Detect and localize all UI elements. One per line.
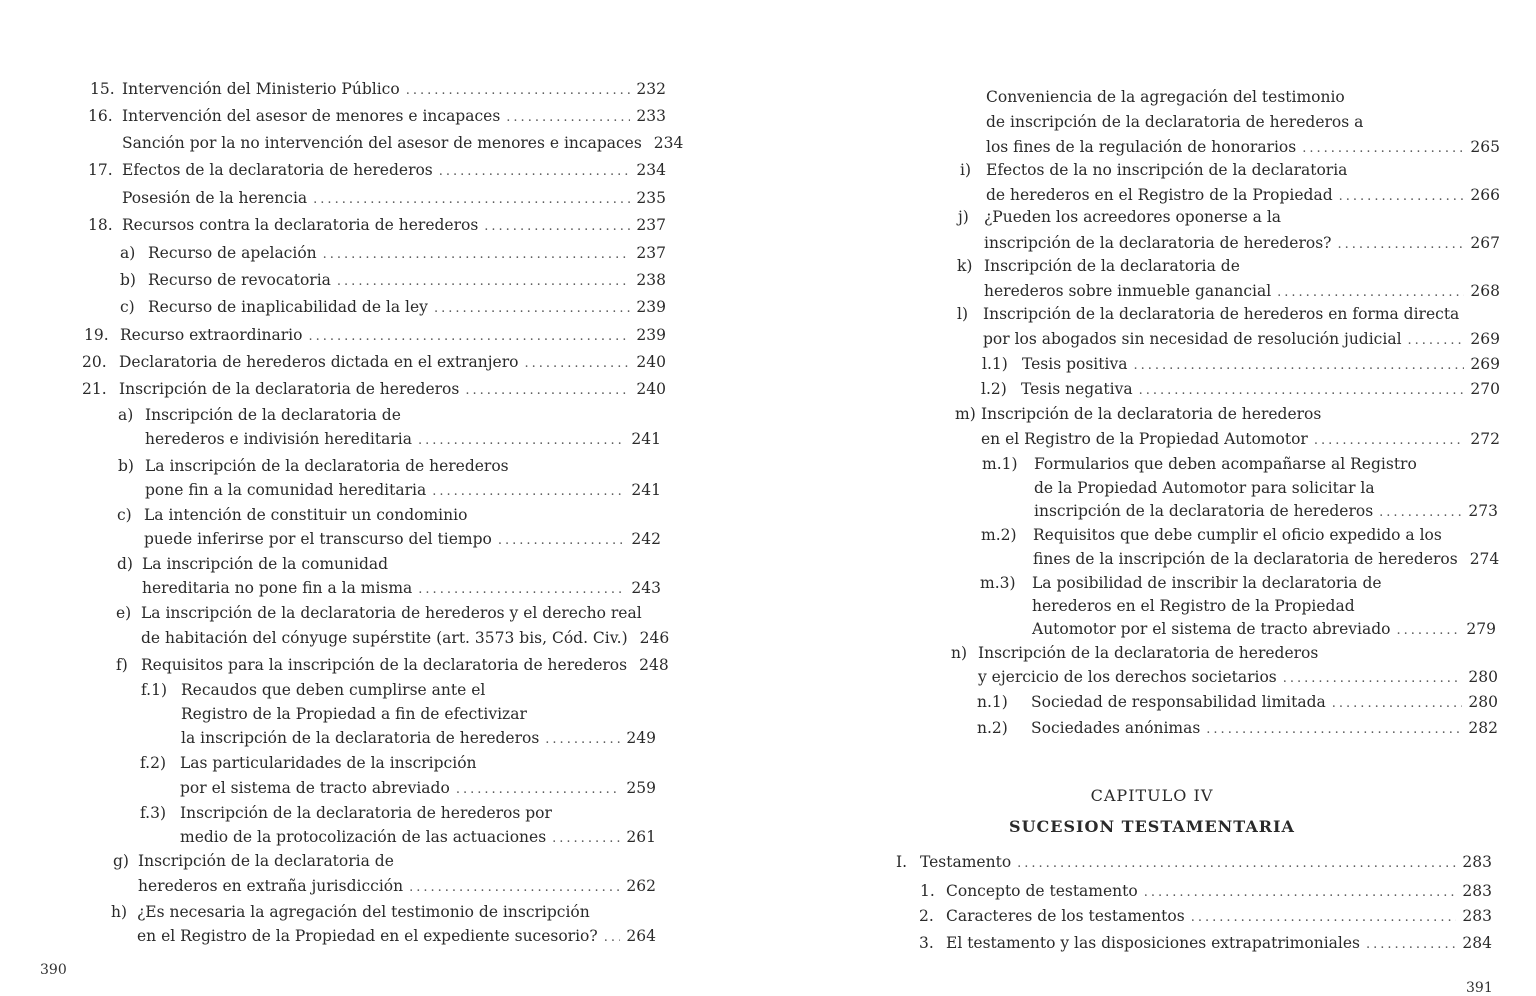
entry-title: medio de la protocolización de las actuaciones: [180, 828, 547, 846]
dot-leader: [1337, 234, 1464, 256]
toc-entry: [122, 132, 684, 156]
entry-page: 237: [636, 216, 666, 234]
toc-entry: [1032, 595, 1355, 617]
entry-title: Testamento: [920, 853, 1012, 871]
toc-entry: [977, 691, 1498, 715]
dot-leader: [323, 244, 631, 266]
entry-title: Caracteres de los testamentos: [946, 907, 1185, 925]
entry-title: herederos e indivisión hereditaria: [145, 430, 412, 448]
entry-title: La intención de constituir un condominio: [144, 506, 468, 524]
entry-title: Intervención del Ministerio Público: [122, 80, 400, 98]
entry-title: Requisitos para la inscripción de la declaratoria de herederos: [141, 656, 628, 674]
entry-number: f.1): [141, 681, 168, 699]
dot-leader: [1379, 502, 1462, 524]
dot-leader: [1332, 693, 1463, 715]
entry-number: 21.: [82, 380, 107, 398]
dot-leader: [313, 189, 630, 211]
entry-title: Recaudos que deben cumplirse ante el: [181, 681, 486, 699]
entry-title: ¿Es necesaria la agregación del testimonio de inscripción: [137, 903, 590, 921]
toc-entry: [180, 777, 656, 801]
entry-page: 234: [636, 161, 666, 179]
entry-page: 265: [1470, 138, 1500, 156]
dot-leader: [524, 353, 630, 375]
entry-number: h): [111, 903, 128, 921]
chapter-title: SUCESION TESTAMENTARIA: [1009, 817, 1295, 836]
dot-leader: [1144, 882, 1457, 904]
entry-title: Intervención del asesor de menores e incapaces: [122, 107, 501, 125]
entry-title: los fines de la regulación de honorarios: [986, 138, 1297, 156]
dot-leader: [1283, 668, 1463, 690]
toc-entry: [122, 187, 666, 211]
entry-title: La inscripción de la declaratoria de herederos: [145, 457, 509, 475]
toc-entry: [181, 727, 656, 751]
dot-leader: [1396, 620, 1460, 642]
entry-number: i): [960, 161, 972, 179]
toc-entry: [958, 206, 1281, 228]
dot-leader: [498, 530, 626, 552]
entry-title: Declaratoria de herederos dictada en el extranjero: [119, 353, 519, 371]
entry-number: e): [116, 604, 132, 622]
dot-leader: [439, 161, 631, 183]
toc-entry: [116, 654, 669, 678]
entry-number: b): [120, 271, 136, 289]
entry-page: 279: [1466, 620, 1496, 638]
entry-title: La posibilidad de inscribir la declaratoria de: [1032, 574, 1382, 592]
entry-page: 284: [1462, 934, 1492, 952]
toc-entry: [920, 880, 1492, 904]
toc-entry: [957, 255, 1240, 277]
entry-number: 3.: [919, 934, 934, 952]
entry-page: 235: [636, 189, 666, 207]
dot-leader: [1133, 355, 1464, 377]
entry-number: 19.: [84, 326, 109, 344]
entry-page: 240: [636, 380, 666, 398]
toc-entry: [919, 905, 1492, 929]
entry-page: 232: [636, 80, 666, 98]
entry-number: d): [117, 555, 133, 573]
dot-leader: [1277, 282, 1464, 304]
entry-number: f.3): [140, 804, 167, 822]
toc-entry: [180, 826, 656, 850]
toc-entry: [957, 303, 1459, 325]
entry-title: Recurso de apelación: [148, 244, 317, 262]
toc-entry: [141, 679, 485, 701]
entry-title: Inscripción de la declaratoria de herederos en forma directa: [983, 305, 1460, 323]
entry-number: 17.: [88, 161, 113, 179]
entry-title: herederos en el Registro de la Propiedad: [1032, 597, 1355, 615]
dot-leader: [409, 877, 620, 899]
dot-leader: [337, 271, 630, 293]
entry-title: Sanción por la no intervención del asesor de menores e incapaces: [122, 134, 642, 152]
entry-page: 268: [1470, 282, 1500, 300]
entry-number: f.2): [140, 754, 167, 772]
toc-entry: [1033, 548, 1498, 572]
entry-page: 239: [636, 298, 666, 316]
entry-title: de herederos en el Registro de la Propiedad: [986, 186, 1333, 204]
toc-entry: [141, 627, 670, 651]
toc-entry: [1032, 618, 1496, 642]
entry-page: 270: [1470, 380, 1500, 398]
entry-page: 261: [626, 828, 656, 846]
entry-title: Tesis positiva: [1022, 355, 1128, 373]
entry-title: de la Propiedad Automotor para solicitar la: [1034, 479, 1375, 497]
entry-title: Efectos de la no inscripción de la declaratoria: [986, 161, 1348, 179]
toc-entry: [144, 528, 661, 552]
entry-page: 243: [631, 579, 661, 597]
entry-page: 269: [1470, 330, 1500, 348]
entry-page: 264: [626, 927, 656, 945]
entry-title: Inscripción de la declaratoria de herederos: [981, 405, 1322, 423]
entry-number: 18.: [88, 216, 113, 234]
toc-entry: [951, 642, 1318, 664]
entry-title: Requisitos que debe cumplir el oficio expedido a los: [1033, 526, 1442, 544]
entry-title: en el Registro de la Propiedad en el expediente sucesorio?: [137, 927, 598, 945]
dot-leader: [1191, 907, 1457, 929]
entry-page: 266: [1470, 186, 1500, 204]
toc-entry: [981, 378, 1500, 402]
entry-page: 249: [626, 729, 656, 747]
toc-entry: [986, 184, 1500, 208]
entry-page: 241: [631, 430, 661, 448]
toc-entry: [113, 850, 394, 872]
toc-entry: [960, 159, 1347, 181]
entry-page: 238: [636, 271, 666, 289]
entry-number: c): [117, 506, 132, 524]
entry-number: I.: [896, 853, 908, 871]
entry-page: 267: [1470, 234, 1500, 252]
entry-title: la inscripción de la declaratoria de herederos: [181, 729, 540, 747]
entry-page: 274: [1469, 550, 1500, 568]
entry-title: Sociedades anónimas: [1031, 719, 1201, 737]
toc-entry: [142, 577, 661, 601]
toc-entry: [981, 428, 1500, 452]
entry-page: 259: [626, 779, 656, 797]
dot-leader: [1314, 430, 1465, 452]
dot-leader: [406, 80, 631, 102]
toc-entry: [181, 703, 527, 725]
toc-entry: [138, 875, 656, 899]
entry-number: l.1): [982, 355, 1008, 373]
entry-title: puede inferirse por el transcurso del tiempo: [144, 530, 492, 548]
toc-entry: [117, 504, 467, 526]
toc-entry: [137, 925, 656, 949]
entry-title: Inscripción de la declaratoria de: [145, 406, 401, 424]
toc-entry: [82, 378, 666, 402]
dot-leader: [545, 729, 620, 751]
toc-entry: [84, 324, 666, 348]
toc-entry: [982, 353, 1500, 377]
entry-number: n.1): [977, 693, 1008, 711]
toc-entry: [982, 453, 1417, 475]
entry-title: herederos sobre inmueble ganancial: [984, 282, 1272, 300]
toc-entry: [983, 328, 1500, 352]
entry-page: 262: [626, 877, 656, 895]
entry-page: 283: [1462, 853, 1492, 871]
toc-entry: [116, 602, 642, 624]
entry-title: Automotor por el sistema de tracto abreviado: [1032, 620, 1391, 638]
toc-entry: [984, 280, 1500, 304]
toc-entry: [981, 524, 1442, 546]
toc-entry: [88, 105, 666, 129]
entry-number: 2.: [919, 907, 934, 925]
entry-page: 282: [1468, 719, 1498, 737]
toc-entry: [120, 296, 666, 320]
entry-title: Inscripción de la declaratoria de: [984, 257, 1240, 275]
toc-entry: [984, 232, 1500, 256]
entry-title: fines de la inscripción de la declaratoria de herederos: [1033, 550, 1458, 568]
entry-number: n): [951, 644, 968, 662]
entry-title: La inscripción de la declaratoria de herederos y el derecho real: [141, 604, 642, 622]
toc-entry: [977, 717, 1498, 741]
entry-title: Inscripción de la declaratoria de herederos por: [180, 804, 552, 822]
dot-leader: [308, 326, 630, 348]
entry-title: Posesión de la herencia: [122, 189, 308, 207]
entry-title: Registro de la Propiedad a fin de efectivizar: [181, 705, 527, 723]
entry-title: Inscripción de la declaratoria de: [138, 852, 394, 870]
entry-page: 273: [1468, 502, 1498, 520]
dot-leader: [552, 828, 620, 850]
entry-number: a): [120, 244, 136, 262]
dot-leader: [456, 779, 621, 801]
entry-title: de habitación del cónyuge supérstite (art. 3573 bis, Cód. Civ.): [141, 629, 628, 647]
entry-page: 272: [1470, 430, 1500, 448]
entry-number: l): [957, 305, 969, 323]
toc-entry: [88, 159, 666, 183]
entry-title: herederos en extraña jurisdicción: [138, 877, 404, 895]
entry-title: El testamento y las disposiciones extrapatrimoniales: [946, 934, 1360, 952]
entry-number: j): [958, 208, 969, 226]
entry-page: 246: [639, 629, 670, 647]
dot-leader: [1339, 186, 1465, 208]
toc-entry: [120, 269, 666, 293]
entry-number: 15.: [90, 80, 115, 98]
toc-entry: [955, 403, 1321, 425]
entry-number: b): [118, 457, 134, 475]
entry-number: 20.: [82, 353, 107, 371]
right-page: [768, 0, 1536, 994]
entry-page: 248: [639, 656, 669, 674]
entry-title: y ejercicio de los derechos societarios: [978, 668, 1277, 686]
entry-title: Efectos de la declaratoria de herederos: [122, 161, 433, 179]
entry-number: m.3): [980, 574, 1016, 592]
entry-number: 1.: [920, 882, 935, 900]
entry-page: 239: [636, 326, 666, 344]
dot-leader: [1366, 934, 1456, 956]
chapter-label: CAPITULO IV: [1090, 786, 1214, 805]
toc-entry: [90, 78, 666, 102]
entry-number: c): [120, 298, 135, 316]
toc-entry: [978, 666, 1498, 690]
toc-entry: [140, 752, 477, 774]
entry-number: m.2): [981, 526, 1017, 544]
toc-entry: [120, 242, 666, 266]
entry-title: Las particularidades de la inscripción: [180, 754, 477, 772]
toc-entry: [980, 572, 1382, 594]
entry-title: Recurso extraordinario: [120, 326, 303, 344]
entry-number: m.1): [982, 455, 1018, 473]
entry-title: Recurso de revocatoria: [148, 271, 331, 289]
entry-page: 283: [1462, 907, 1492, 925]
toc-entry: [986, 86, 1345, 108]
entry-title: Inscripción de la declaratoria de herederos: [978, 644, 1319, 662]
entry-page: 280: [1468, 668, 1498, 686]
toc-entry: [1034, 500, 1498, 524]
entry-number: f): [116, 656, 128, 674]
entry-number: l.2): [981, 380, 1007, 398]
entry-title: La inscripción de la comunidad: [142, 555, 389, 573]
entry-page: 234: [653, 134, 684, 152]
toc-entry: [145, 479, 661, 503]
entry-title: Inscripción de la declaratoria de herederos: [119, 380, 460, 398]
dot-leader: [1206, 719, 1462, 741]
entry-page: 233: [636, 107, 666, 125]
toc-entry: [140, 802, 552, 824]
toc-entry: [118, 404, 401, 426]
dot-leader: [434, 298, 630, 320]
entry-number: g): [113, 852, 129, 870]
entry-page: 280: [1468, 693, 1498, 711]
toc-entry: [118, 455, 509, 477]
toc-entry: [919, 932, 1492, 956]
entry-title: Sociedad de responsabilidad limitada: [1031, 693, 1326, 711]
entry-title: Formularios que deben acompañarse al Registro: [1034, 455, 1417, 473]
toc-entry: [896, 851, 1492, 875]
entry-number: k): [957, 257, 973, 275]
toc-entry: [145, 428, 661, 452]
toc-entry: [1034, 477, 1375, 499]
dot-leader: [418, 579, 625, 601]
entry-title: inscripción de la declaratoria de herederos?: [984, 234, 1332, 252]
entry-title: Conveniencia de la agregación del testimonio: [986, 88, 1345, 106]
dot-leader: [484, 216, 630, 238]
toc-entry: [117, 553, 388, 575]
entry-title: Recurso de inaplicabilidad de la ley: [148, 298, 428, 316]
entry-number: 16.: [88, 107, 113, 125]
toc-entry: [82, 351, 666, 375]
dot-leader: [1017, 853, 1456, 875]
toc-entry: [111, 901, 590, 923]
entry-page: 237: [636, 244, 666, 262]
toc-entry: [88, 214, 666, 238]
dot-leader: [1408, 330, 1465, 352]
page-number: 391: [1466, 980, 1493, 996]
entry-title: por el sistema de tracto abreviado: [180, 779, 450, 797]
entry-title: de inscripción de la declaratoria de herederos a: [986, 113, 1364, 131]
entry-page: 269: [1470, 355, 1500, 373]
page-number: 390: [40, 962, 67, 978]
entry-title: pone fin a la comunidad hereditaria: [145, 481, 427, 499]
entry-title: ¿Pueden los acreedores oponerse a la: [984, 208, 1282, 226]
entry-page: 242: [631, 530, 661, 548]
entry-title: Recursos contra la declaratoria de herederos: [122, 216, 479, 234]
toc-entry: [986, 136, 1500, 160]
entry-page: 283: [1462, 882, 1492, 900]
entry-number: m): [955, 405, 976, 423]
dot-leader: [604, 927, 621, 949]
left-page: [0, 0, 768, 994]
entry-number: n.2): [977, 719, 1008, 737]
entry-title: por los abogados sin necesidad de resolución judicial: [983, 330, 1402, 348]
dot-leader: [432, 481, 625, 503]
toc-entry: [986, 111, 1363, 133]
entry-page: 240: [636, 353, 666, 371]
dot-leader: [1139, 380, 1465, 402]
dot-leader: [1302, 138, 1464, 160]
entry-title: inscripción de la declaratoria de herederos: [1034, 502, 1374, 520]
entry-page: 241: [631, 481, 661, 499]
entry-title: en el Registro de la Propiedad Automotor: [981, 430, 1308, 448]
dot-leader: [465, 380, 630, 402]
dot-leader: [506, 107, 630, 129]
entry-title: Tesis negativa: [1021, 380, 1133, 398]
entry-title: hereditaria no pone fin a la misma: [142, 579, 413, 597]
dot-leader: [418, 430, 625, 452]
entry-number: a): [118, 406, 134, 424]
entry-title: Concepto de testamento: [946, 882, 1138, 900]
